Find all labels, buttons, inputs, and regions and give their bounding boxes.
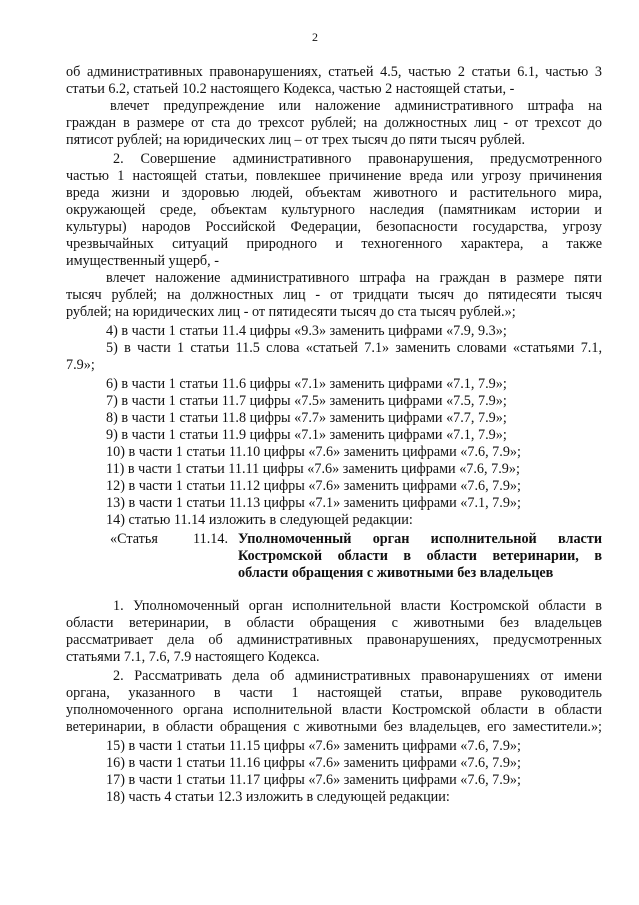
- list-item: 4) в части 1 статьи 11.4 цифры «9.3» заменить цифрами «7.9, 9.3»;: [106, 323, 507, 339]
- article-title-line: Уполномоченный орган исполнительной власти: [238, 531, 602, 547]
- text-line: частью 1 настоящей статьи, повлекшее причинение вреда или угрозу причинения: [66, 168, 602, 184]
- list-item: 10) в части 1 статьи 11.10 цифры «7.6» заменить цифрами «7.6, 7.9»;: [106, 444, 521, 460]
- list-item: 9) в части 1 статьи 11.9 цифры «7.1» заменить цифрами «7.1, 7.9»;: [106, 427, 507, 443]
- text-line: статьи 6.2, статьей 10.2 настоящего Кодекса, частью 2 настоящей статьи, -: [66, 81, 515, 97]
- list-item: 13) в части 1 статьи 11.13 цифры «7.1» заменить цифрами «7.1, 7.9»;: [106, 495, 521, 511]
- list-item: 15) в части 1 статьи 11.15 цифры «7.6» заменить цифрами «7.6, 7.9»;: [106, 738, 521, 754]
- list-item: 17) в части 1 статьи 11.17 цифры «7.6» заменить цифрами «7.6, 7.9»;: [106, 772, 521, 788]
- text-line: имущественный ущерб, -: [66, 253, 219, 269]
- list-item: 18) часть 4 статьи 12.3 изложить в следующей редакции:: [106, 789, 450, 805]
- list-item: 12) в части 1 статьи 11.12 цифры «7.6» заменить цифрами «7.6, 7.9»;: [106, 478, 521, 494]
- list-item: 11) в части 1 статьи 11.11 цифры «7.6» заменить цифрами «7.6, 7.9»;: [106, 461, 520, 477]
- text-line: граждан в размере от ста до трехсот рублей; на должностных лиц - от трехсот до: [66, 115, 602, 131]
- list-item: 8) в части 1 статьи 11.8 цифры «7.7» заменить цифрами «7.7, 7.9»;: [106, 410, 507, 426]
- list-item: 7.9»;: [66, 357, 95, 373]
- text-line: 2. Рассматривать дела об административных правонарушениях от имени: [113, 668, 602, 684]
- text-line: уполномоченного органа исполнительной власти Костромской области в области: [66, 702, 602, 718]
- text-line: 2. Совершение административного правонарушения, предусмотренного: [113, 151, 602, 167]
- list-item: 16) в части 1 статьи 11.16 цифры «7.6» заменить цифрами «7.6, 7.9»;: [106, 755, 521, 771]
- article-title-line: Костромской области в области ветеринарии, в: [238, 548, 602, 564]
- text-line: статьями 7.1, 7.6, 7.9 настоящего Кодекса.: [66, 649, 320, 665]
- text-line: ветеринарии, в области обращения с животными без владельцев, его заместители.»;: [66, 719, 602, 735]
- text-line: об административных правонарушениях, статьей 4.5, частью 2 статьи 6.1, частью 3: [66, 64, 602, 80]
- list-item: 5) в части 1 статьи 11.5 слова «статьей 7.1» заменить словами «статьями 7.1,: [106, 340, 602, 356]
- list-item: 7) в части 1 статьи 11.7 цифры «7.5» заменить цифрами «7.5, 7.9»;: [106, 393, 507, 409]
- article-prefix: «Статья 11.14.: [110, 531, 228, 547]
- text-line: культуры) народов Российской Федерации, безопасности государства, угрозу: [66, 219, 602, 235]
- article-title-line: области обращения с животными без владельцев: [238, 565, 554, 581]
- text-line: тысяч рублей; на должностных лиц - от тридцати тысяч до пятидесяти тысяч: [66, 287, 602, 303]
- list-item: 14) статью 11.14 изложить в следующей редакции:: [106, 512, 413, 528]
- page-number: 2: [312, 30, 318, 44]
- text-line: рассматривает дела об административных правонарушениях, предусмотренных: [66, 632, 602, 648]
- text-line: окружающей среде, объектам культурного наследия (памятникам истории и: [66, 202, 602, 218]
- text-line: чрезвычайных ситуаций природного и техногенного характера, а также: [66, 236, 602, 252]
- text-line: области ветеринарии, в области обращения с животными без владельцев: [66, 615, 602, 631]
- text-line: органа, указанного в части 1 настоящей статьи, вправе руководитель: [66, 685, 602, 701]
- text-line: влечет предупреждение или наложение административного штрафа на: [110, 98, 602, 114]
- text-line: 1. Уполномоченный орган исполнительной власти Костромской области в: [113, 598, 602, 614]
- text-line: влечет наложение административного штрафа на граждан в размере пяти: [106, 270, 602, 286]
- text-line: пятисот рублей; на юридических лиц – от трех тысяч до пяти тысяч рублей.: [66, 132, 526, 148]
- text-line: рублей; на юридических лиц - от пятидесяти тысяч до ста тысяч рублей.»;: [66, 304, 516, 320]
- list-item: 6) в части 1 статьи 11.6 цифры «7.1» заменить цифрами «7.1, 7.9»;: [106, 376, 507, 392]
- text-line: вреда жизни и здоровью людей, объектам животного и растительного мира,: [66, 185, 602, 201]
